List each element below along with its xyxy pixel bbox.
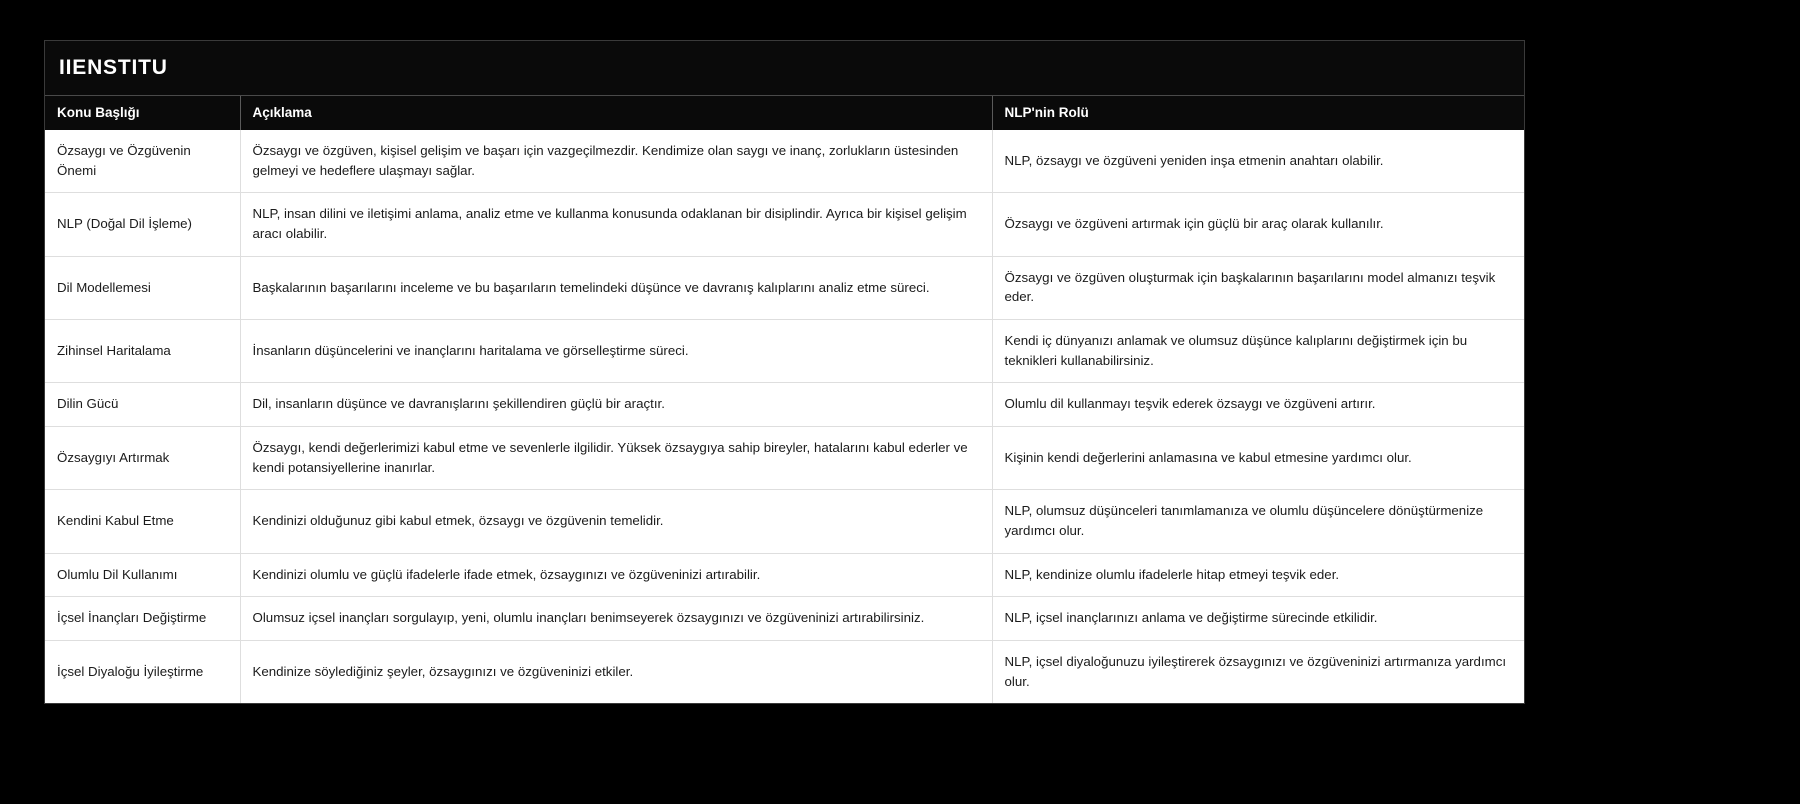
brand-title: IIENSTITU [59,56,168,79]
cell-description: Kendinize söylediğiniz şeyler, özsaygınızı ve özgüveninizi etkiler. [240,641,992,704]
table-row [45,130,1525,193]
cell-role: NLP, olumsuz düşünceleri tanımlamanıza ve olumlu düşüncelere dönüştürmenize yardımcı olur. [992,490,1525,553]
column-header-role: NLP'nin Rolü [992,96,1525,130]
cell-topic: Olumlu Dil Kullanımı [45,553,240,597]
table-row [45,553,1525,597]
comparison-table [45,96,1525,703]
table-row [45,383,1525,427]
cell-description: Dil, insanların düşünce ve davranışlarını şekillendiren güçlü bir araçtır. [240,383,992,427]
cell-description: Kendinizi olduğunuz gibi kabul etmek, özsaygı ve özgüvenin temelidir. [240,490,992,553]
cell-topic: Kendini Kabul Etme [45,490,240,553]
cell-description: İnsanların düşüncelerini ve inançlarını haritalama ve görselleştirme süreci. [240,320,992,383]
cell-topic: İçsel İnançları Değiştirme [45,597,240,641]
cell-description: NLP, insan dilini ve iletişimi anlama, analiz etme ve kullanma konusunda odaklanan bir disiplindir. Ayrıca bir kişisel gelişim aracı olabilir. [240,193,992,256]
cell-description: Olumsuz içsel inançları sorgulayıp, yeni, olumlu inançları benimseyerek özsaygınızı ve özgüveninizi artırabilirsiniz. [240,597,992,641]
cell-topic: İçsel Diyaloğu İyileştirme [45,641,240,704]
cell-role: Özsaygı ve özgüven oluşturmak için başkalarının başarılarını model almanızı teşvik eder. [992,256,1525,319]
table-row [45,320,1525,383]
cell-description: Özsaygı ve özgüven, kişisel gelişim ve başarı için vazgeçilmezdir. Kendimize olan saygı ve inanç, zorlukların üstesinden gelmeyi ve hedeflere ulaşmayı sağlar. [240,130,992,193]
cell-description: Özsaygı, kendi değerlerimizi kabul etme ve sevenlerle ilgilidir. Yüksek özsaygıya sahip bireyler, hatalarını kabul ederler ve kendi potansiyellerine inanırlar. [240,427,992,490]
cell-topic: Dil Modellemesi [45,256,240,319]
table-row [45,427,1525,490]
cell-description: Kendinizi olumlu ve güçlü ifadelerle ifade etmek, özsaygınızı ve özgüveninizi artırabilir. [240,553,992,597]
table-row [45,597,1525,641]
cell-role: NLP, özsaygı ve özgüveni yeniden inşa etmenin anahtarı olabilir. [992,130,1525,193]
cell-topic: NLP (Doğal Dil İşleme) [45,193,240,256]
cell-topic: Özsaygı ve Özgüvenin Önemi [45,130,240,193]
table-body [45,130,1525,703]
cell-role: Kişinin kendi değerlerini anlamasına ve kabul etmesine yardımcı olur. [992,427,1525,490]
cell-topic: Özsaygıyı Artırmak [45,427,240,490]
cell-topic: Dilin Gücü [45,383,240,427]
column-header-topic: Konu Başlığı [45,96,240,130]
cell-topic: Zihinsel Haritalama [45,320,240,383]
table-header-row [45,96,1525,130]
cell-role: NLP, içsel diyaloğunuzu iyileştirerek özsaygınızı ve özgüveninizi artırmanıza yardımcı olur. [992,641,1525,704]
brand-header [45,41,1524,96]
cell-role: Özsaygı ve özgüveni artırmak için güçlü bir araç olarak kullanılır. [992,193,1525,256]
content-card [44,40,1525,704]
table-header [45,96,1525,130]
cell-role: Kendi iç dünyanızı anlamak ve olumsuz düşünce kalıplarını değiştirmek için bu teknikleri kullanabilirsiniz. [992,320,1525,383]
column-header-description: Açıklama [240,96,992,130]
table-row [45,490,1525,553]
cell-role: NLP, kendinize olumlu ifadelerle hitap etmeyi teşvik eder. [992,553,1525,597]
cell-role: Olumlu dil kullanmayı teşvik ederek özsaygı ve özgüveni artırır. [992,383,1525,427]
cell-role: NLP, içsel inançlarınızı anlama ve değiştirme sürecinde etkilidir. [992,597,1525,641]
table-row [45,641,1525,704]
table-row [45,256,1525,319]
cell-description: Başkalarının başarılarını inceleme ve bu başarıların temelindeki düşünce ve davranış kalıplarını analiz etme süreci. [240,256,992,319]
table-row [45,193,1525,256]
